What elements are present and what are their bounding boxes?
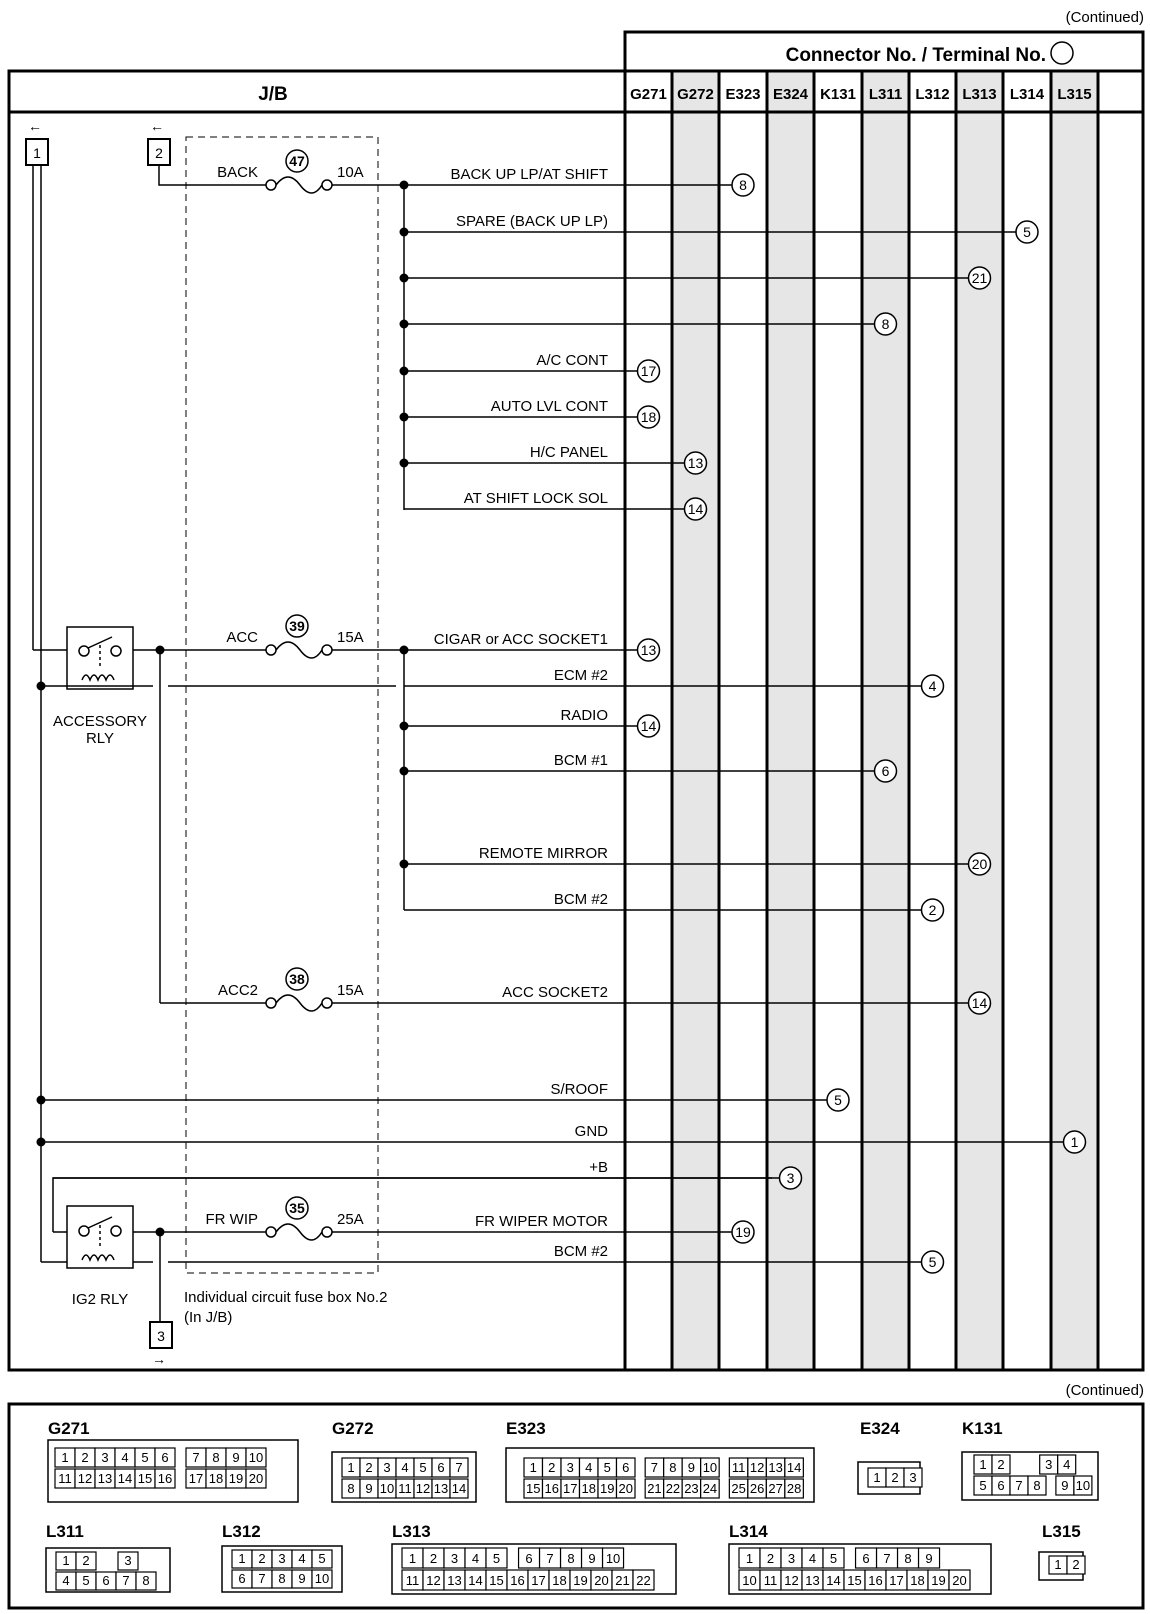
connector-view-title: L312 — [222, 1522, 261, 1541]
connector-header-l312: L312 — [915, 86, 950, 103]
circuit-g271-17 — [400, 352, 660, 382]
pin-number: 6 — [622, 1460, 630, 1475]
left-arrow-icon: ← — [28, 118, 42, 134]
pin-number: 1 — [745, 1551, 754, 1566]
circuits — [41, 166, 1086, 1273]
connector-view-l313 — [392, 1522, 676, 1594]
pin-number: 3 — [909, 1470, 917, 1485]
pin-number: 20 — [594, 1573, 609, 1588]
pin-number: 8 — [904, 1551, 912, 1566]
pin-number: 24 — [702, 1481, 718, 1496]
pin-number: 17 — [188, 1471, 204, 1486]
connector-view-l314 — [729, 1522, 991, 1594]
pin-number: 5 — [419, 1460, 427, 1475]
circuit-g271-13 — [404, 631, 660, 661]
pin-number: 13 — [447, 1573, 462, 1588]
pin-number: 6 — [238, 1571, 246, 1586]
pin-number: 2 — [258, 1551, 266, 1566]
pin-number: 7 — [455, 1460, 463, 1475]
pin-number: 19 — [573, 1573, 588, 1588]
circuit-k131-5 — [41, 1081, 849, 1111]
pin-number: 2 — [365, 1460, 373, 1475]
accessory-relay-icon — [79, 637, 121, 680]
fuse-number: 35 — [289, 1200, 305, 1216]
connector-view-title: L313 — [392, 1522, 431, 1541]
circuit-label: +B — [589, 1159, 608, 1176]
pin-number: 9 — [298, 1571, 306, 1586]
pin-number: 19 — [600, 1481, 615, 1496]
pin-number: 20 — [618, 1481, 633, 1496]
pin-number: 2 — [82, 1553, 90, 1568]
pin-number: 16 — [868, 1573, 883, 1588]
pin-number: 4 — [298, 1551, 306, 1566]
circuit-g271-14 — [400, 707, 660, 737]
pin-number: 9 — [232, 1450, 240, 1465]
connector-view-l312 — [222, 1522, 342, 1592]
pin-number: 25 — [731, 1481, 746, 1496]
fuse-number: 39 — [289, 618, 305, 634]
junction-dots — [37, 181, 409, 1237]
pin-number: 4 — [471, 1551, 480, 1566]
pin-number: 3 — [383, 1460, 391, 1475]
pin-number: 3 — [124, 1553, 132, 1568]
fuse-name: FR WIP — [205, 1211, 258, 1228]
pin-number: 2 — [548, 1460, 556, 1475]
junction-3 — [150, 1322, 172, 1367]
right-arrow-icon: → — [152, 1351, 166, 1367]
pin-number: 16 — [544, 1481, 559, 1496]
terminal-number: 3 — [786, 1170, 795, 1186]
pin-number: 6 — [997, 1478, 1005, 1493]
pin-number: 10 — [605, 1551, 621, 1566]
pin-number: 11 — [398, 1481, 412, 1496]
pin-number: 19 — [228, 1471, 244, 1486]
terminal-number: 5 — [928, 1254, 937, 1270]
pin-number: 1 — [62, 1553, 70, 1568]
terminal-number: 8 — [739, 177, 747, 193]
circuit-l311-6 — [400, 752, 897, 782]
pin-number: 13 — [768, 1460, 783, 1475]
connector-view-title: K131 — [962, 1419, 1003, 1438]
circuit-label: SPARE (BACK UP LP) — [456, 213, 608, 230]
pin-number: 10 — [379, 1481, 395, 1496]
fuse-box-label-line2: (In J/B) — [184, 1309, 233, 1326]
pin-number: 5 — [979, 1478, 987, 1493]
fuse-name: ACC2 — [217, 982, 258, 999]
pin-number: 15 — [847, 1573, 862, 1588]
pin-number: 3 — [1045, 1457, 1053, 1472]
pin-number: 3 — [101, 1450, 109, 1465]
pin-number: 9 — [588, 1551, 596, 1566]
circuit-label: BCM #2 — [553, 891, 608, 908]
terminal-number: 19 — [735, 1224, 751, 1240]
connector-view-e324 — [858, 1419, 922, 1494]
pin-number: 26 — [749, 1481, 765, 1496]
connector-view-title: E324 — [860, 1419, 900, 1438]
terminal-number: 21 — [971, 270, 988, 286]
terminal-circle-icon — [1051, 42, 1073, 64]
pin-number: 22 — [636, 1573, 651, 1588]
pin-number: 6 — [161, 1450, 169, 1465]
connector-view-l311 — [46, 1522, 170, 1592]
connector-header-l313: L313 — [962, 86, 997, 103]
fuse-box-outline — [186, 137, 378, 1273]
pin-number: 8 — [142, 1573, 150, 1588]
pin-number: 14 — [451, 1481, 467, 1496]
pin-number: 27 — [768, 1481, 783, 1496]
pin-number: 9 — [365, 1481, 373, 1496]
pin-number: 20 — [952, 1573, 967, 1588]
terminal-number: 13 — [640, 642, 657, 658]
pin-number: 12 — [77, 1471, 93, 1486]
pin-number: 18 — [581, 1481, 596, 1496]
circuit-label: S/ROOF — [550, 1081, 608, 1098]
pin-number: 5 — [603, 1460, 611, 1475]
fuse-box-label-line1: Individual circuit fuse box No.2 — [184, 1289, 388, 1306]
circuit-label: AUTO LVL CONT — [490, 398, 608, 415]
connector-view-g271 — [48, 1419, 298, 1502]
connector-view-e323 — [506, 1419, 814, 1502]
pin-number: 9 — [687, 1460, 696, 1475]
pin-number: 17 — [889, 1573, 904, 1588]
junction-2 — [148, 118, 170, 165]
fuses — [206, 150, 364, 1240]
fuse-39 — [226, 615, 363, 658]
junction-1-label: 1 — [33, 145, 41, 161]
column-shade-l313 — [956, 71, 1003, 1370]
pin-number: 18 — [208, 1471, 224, 1486]
fuse-38 — [218, 968, 364, 1011]
circuit-label: BCM #1 — [553, 752, 608, 769]
terminal-number: 4 — [928, 678, 937, 694]
pin-number: 4 — [808, 1551, 817, 1566]
pin-number: 8 — [669, 1460, 677, 1475]
fuse-number: 47 — [289, 153, 305, 169]
pin-number: 4 — [401, 1460, 409, 1475]
pin-number: 1 — [238, 1551, 246, 1566]
connector-header-e324: E324 — [772, 86, 809, 103]
circuit-label: CIGAR or ACC SOCKET1 — [433, 631, 608, 648]
accessory-relay-label-1: ACCESSORY — [53, 713, 147, 730]
connector-header-l314: L314 — [1009, 86, 1045, 103]
left-arrow-icon: ← — [150, 118, 164, 134]
ig2-relay-label: IG2 RLY — [71, 1291, 129, 1308]
pin-number: 15 — [137, 1471, 153, 1486]
junction-3-label: 3 — [157, 1328, 165, 1344]
pin-number: 12 — [749, 1460, 765, 1475]
connector-view-title: G271 — [48, 1419, 90, 1438]
pin-number: 6 — [525, 1551, 533, 1566]
connector-header-l315: L315 — [1057, 86, 1092, 103]
pin-number: 8 — [1033, 1478, 1041, 1493]
connector-header-g272: G272 — [677, 86, 714, 103]
connector-view-title: L311 — [46, 1522, 84, 1541]
circuit-label: ECM #2 — [553, 667, 608, 684]
pin-number: 2 — [997, 1457, 1005, 1472]
pin-number: 4 — [585, 1460, 593, 1475]
connector-view-k131 — [962, 1419, 1098, 1500]
pin-number: 2 — [766, 1551, 775, 1566]
circuit-label: RADIO — [560, 707, 608, 724]
pin-number: 4 — [62, 1573, 70, 1588]
junction-1 — [26, 118, 48, 165]
pin-number: 16 — [157, 1471, 173, 1486]
pin-number: 1 — [347, 1460, 355, 1475]
pin-number: 15 — [526, 1481, 541, 1496]
circuit-label: REMOTE MIRROR — [478, 845, 608, 862]
column-shade-l311 — [862, 71, 909, 1370]
pin-number: 11 — [405, 1573, 420, 1588]
pin-number: 10 — [1075, 1478, 1091, 1493]
circuit-g271-18 — [400, 398, 660, 428]
connector-header-k131: K131 — [820, 86, 856, 103]
connector-header-g271: G271 — [630, 86, 667, 103]
terminal-number: 17 — [640, 363, 657, 379]
pin-number: 14 — [786, 1460, 802, 1475]
pin-number: 6 — [862, 1551, 870, 1566]
junction-2-label: 2 — [155, 145, 163, 161]
pin-number: 4 — [121, 1450, 129, 1465]
pin-number: 7 — [258, 1571, 266, 1586]
terminal-number: 8 — [881, 316, 890, 332]
terminal-number: 13 — [687, 455, 704, 471]
pin-number: 2 — [81, 1450, 89, 1465]
pin-number: 18 — [552, 1573, 567, 1588]
circuit-label: H/C PANEL — [529, 444, 608, 461]
connector-column-shading — [672, 71, 1098, 1370]
pin-number: 7 — [650, 1460, 659, 1475]
pin-number: 12 — [784, 1573, 799, 1588]
pin-number: 8 — [278, 1571, 286, 1586]
pin-number: 6 — [437, 1460, 445, 1475]
pin-number: 23 — [684, 1481, 699, 1496]
fuse-amp: 15A — [337, 982, 364, 999]
terminal-number: 2 — [928, 902, 937, 918]
circuit-label: BCM #2 — [553, 1243, 608, 1260]
pin-number: 7 — [122, 1573, 130, 1588]
pin-number: 10 — [742, 1573, 757, 1588]
pin-number: 11 — [58, 1471, 72, 1486]
pin-number: 5 — [829, 1551, 838, 1566]
pin-number: 17 — [531, 1573, 546, 1588]
circuit-label: ACC SOCKET2 — [502, 984, 608, 1001]
pin-number: 5 — [492, 1551, 501, 1566]
pin-number: 8 — [347, 1481, 355, 1496]
pin-number: 2 — [429, 1551, 438, 1566]
pin-number: 28 — [786, 1481, 802, 1496]
pin-number: 7 — [192, 1450, 200, 1465]
pin-number: 10 — [314, 1571, 330, 1586]
pin-number: 3 — [278, 1551, 286, 1566]
pin-number: 8 — [567, 1551, 575, 1566]
pin-number: 1 — [1054, 1557, 1062, 1572]
pin-number: 5 — [141, 1450, 149, 1465]
pin-number: 11 — [763, 1573, 778, 1588]
pin-number: 7 — [1015, 1478, 1023, 1493]
pin-number: 20 — [248, 1471, 264, 1486]
pin-number: 5 — [82, 1573, 90, 1588]
connector-view-title: L314 — [729, 1522, 768, 1541]
pin-number: 13 — [433, 1481, 449, 1496]
pin-number: 12 — [415, 1481, 431, 1496]
pin-number: 1 — [61, 1450, 69, 1465]
pin-number: 19 — [931, 1573, 946, 1588]
terminal-number: 14 — [687, 501, 704, 517]
pin-number: 2 — [1072, 1557, 1080, 1572]
pin-number: 3 — [566, 1460, 574, 1475]
connector-view-l315 — [1039, 1522, 1085, 1580]
pin-number: 14 — [117, 1471, 133, 1486]
terminal-number: 1 — [1070, 1134, 1079, 1150]
terminal-number: 5 — [1023, 224, 1031, 240]
pin-number: 2 — [891, 1470, 899, 1485]
pin-number: 15 — [489, 1573, 504, 1588]
connector-header-e323: E323 — [725, 86, 761, 103]
pin-number: 21 — [615, 1573, 630, 1588]
circuit-g272-14 — [404, 490, 707, 520]
pin-number: 9 — [1061, 1478, 1069, 1493]
terminal-number: 20 — [971, 856, 988, 872]
pin-number: 22 — [665, 1481, 681, 1496]
pin-number: 13 — [805, 1573, 820, 1588]
pin-number: 21 — [647, 1481, 662, 1496]
pin-number: 1 — [529, 1460, 537, 1475]
column-shade-l315 — [1051, 71, 1098, 1370]
circuit-label: FR WIPER MOTOR — [474, 1213, 608, 1230]
circuit-g272-13 — [400, 444, 707, 474]
pin-number: 3 — [787, 1551, 796, 1566]
pin-number: 1 — [873, 1470, 881, 1485]
pin-number: 4 — [1063, 1457, 1071, 1472]
circuit-label: A/C CONT — [536, 352, 608, 369]
pin-number: 13 — [97, 1471, 113, 1486]
fuse-amp: 15A — [337, 629, 364, 646]
pin-number: 8 — [212, 1450, 220, 1465]
terminal-number: 6 — [881, 763, 890, 779]
circuit-l311-8 — [400, 313, 897, 335]
pin-number: 10 — [248, 1450, 264, 1465]
terminal-number: 5 — [834, 1092, 842, 1108]
circuit-label: AT SHIFT LOCK SOL — [463, 490, 608, 507]
pin-number: 14 — [826, 1573, 841, 1588]
column-shade-g272 — [672, 71, 719, 1370]
ig2-relay-icon — [79, 1217, 121, 1260]
pin-number: 9 — [925, 1551, 933, 1566]
pin-number: 1 — [979, 1457, 987, 1472]
fuse-47 — [217, 150, 364, 193]
connector-view-title: L315 — [1042, 1522, 1081, 1541]
pin-number: 17 — [563, 1481, 578, 1496]
terminal-number: 14 — [640, 718, 657, 734]
connector-view-title: G272 — [332, 1419, 374, 1438]
fuse-name: BACK — [217, 164, 258, 181]
continued-top-label: (Continued) — [1065, 9, 1144, 26]
pin-number: 18 — [910, 1573, 925, 1588]
connector-view-title: E323 — [506, 1419, 546, 1438]
connector-header-l311: L311 — [868, 86, 903, 103]
connector-views — [46, 1419, 1098, 1594]
pin-number: 7 — [546, 1551, 554, 1566]
circuit-label: BACK UP LP/AT SHIFT — [450, 166, 608, 183]
pin-number: 14 — [468, 1573, 483, 1588]
pin-number: 12 — [426, 1573, 441, 1588]
pin-number: 3 — [450, 1551, 459, 1566]
terminal-number: 14 — [971, 995, 988, 1011]
connector-header-title: Connector No. / Terminal No. — [785, 45, 1046, 66]
circuit-label: GND — [574, 1123, 608, 1140]
fuse-35 — [206, 1197, 364, 1240]
pin-number: 10 — [702, 1460, 718, 1475]
pin-number: 1 — [408, 1551, 417, 1566]
pin-number: 6 — [102, 1573, 110, 1588]
pin-number: 16 — [510, 1573, 525, 1588]
fuse-amp: 10A — [337, 164, 364, 181]
wiring — [33, 165, 772, 1322]
fuse-amp: 25A — [337, 1211, 364, 1228]
fuse-name: ACC — [226, 629, 258, 646]
circuit-l315-1 — [41, 1123, 1086, 1153]
pin-number: 7 — [883, 1551, 891, 1566]
pin-number: 11 — [731, 1460, 746, 1475]
terminal-number: 18 — [640, 409, 657, 425]
jb-title: J/B — [258, 84, 288, 105]
connector-view-g272 — [332, 1419, 476, 1502]
fuse-number: 38 — [289, 971, 305, 987]
pin-number: 5 — [318, 1551, 326, 1566]
accessory-relay-label-2: RLY — [85, 730, 115, 747]
continued-bottom-label: (Continued) — [1065, 1382, 1144, 1399]
